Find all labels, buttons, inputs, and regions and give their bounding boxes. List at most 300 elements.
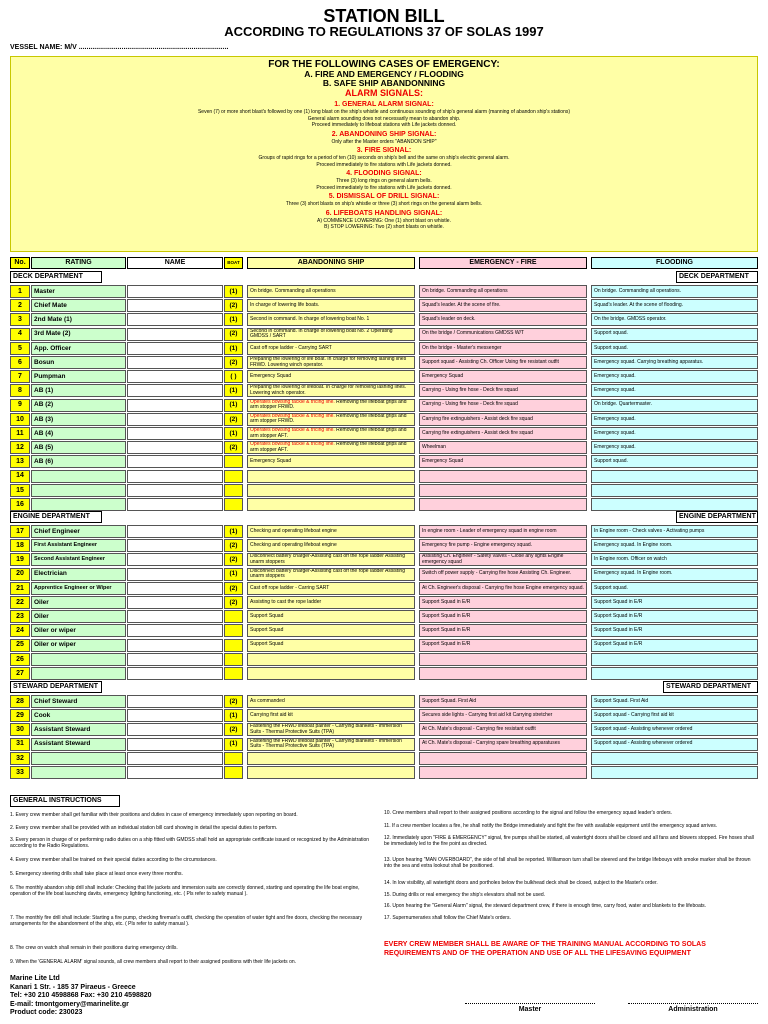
abandoning-duty-text: Removing the lifeboat grips and arm stopper FRWD. (250, 412, 407, 425)
flooding-duty (591, 766, 758, 779)
abandoning-duty-highlight: Operates bowsing tackle & tricing line. (250, 427, 335, 433)
fire-duty: Secures side lights - Carrying first aid kit Carrying stretcher (419, 709, 587, 722)
abandoning-duty: Fastening the FRWD lifeboat painter - Carrying blankets - Immersion Suits - Thermal Protective Suits (TPA) (247, 738, 415, 751)
name-field[interactable] (127, 723, 223, 736)
boat-cell: (2) (224, 413, 243, 426)
row-number: 31 (10, 738, 30, 751)
name-field[interactable] (127, 709, 223, 722)
abandoning-duty: Preparing the lowering of life boat. In charge for removing lashing lines FRWD. Lowering winch operator. (247, 356, 415, 369)
rating-cell: Oiler (31, 610, 126, 623)
rating-cell: AB (2) (31, 399, 126, 412)
rating-cell: Assistant Steward (31, 738, 126, 751)
rating-cell: Oiler or wiper (31, 639, 126, 652)
name-field[interactable] (127, 752, 223, 765)
name-field[interactable] (127, 582, 223, 595)
flooding-duty: Emergency squad. (591, 370, 758, 383)
name-field[interactable] (127, 470, 223, 483)
abandoning-duty: Emergency Squad (247, 370, 415, 383)
row-number: 8 (10, 384, 30, 397)
abandoning-duty: On bridge. Commanding all operations (247, 285, 415, 298)
fire-duty (419, 667, 587, 680)
instruction-item: 8. The crew on watch shall remain in their positions during emergency drills. (10, 945, 178, 951)
page-subtitle: ACCORDING TO REGULATIONS 37 OF SOLAS 1997 (224, 24, 544, 39)
fire-duty: At Ch. Mate's disposal - Carrying fire resistant outfit (419, 723, 587, 736)
boat-cell: (2) (224, 299, 243, 312)
row-number: 26 (10, 653, 30, 666)
emergency-signals-box (10, 56, 758, 252)
abandoning-duty (247, 653, 415, 666)
fire-duty: Support Squad in E/R (419, 639, 587, 652)
boat-cell: (1) (224, 399, 243, 412)
boat-cell (224, 498, 243, 511)
row-number: 18 (10, 539, 30, 552)
name-field[interactable] (127, 370, 223, 383)
instruction-item: 13. Upon hearing "MAN OVERBOARD", the side of fall shall be reported. Williamson turn shall be steered and the bridge lifebouys with smoke marker shall be thrown into the sea and extra lookout shall be positioned. (384, 857, 751, 869)
rating-cell: Cook (31, 709, 126, 722)
page-title: STATION BILL (323, 6, 445, 26)
col-header-name: NAME (127, 257, 223, 269)
abandoning-duty: Cast off rope ladder - Carring SART (247, 582, 415, 595)
name-field[interactable] (127, 667, 223, 680)
fire-duty: Carrying fire extinguishers - Assist deck fire squad (419, 413, 587, 426)
name-field[interactable] (127, 553, 223, 566)
signal-text: Proceed immediately to fire stations with Life jackets donned. (316, 184, 452, 191)
col-header-no: No. (10, 257, 30, 269)
instruction-item: 7. The monthly fire drill shall include: Starting a fire pump, checking fireman's outfit, checking the operation of water tight and fire doors, checking the necessary arrangements for the abandonment of the ship, etc. ( Pls refer to safety manual ). (10, 915, 363, 927)
row-number: 33 (10, 766, 30, 779)
training-warning: EVERY CREW MEMBER SHALL BE AWARE OF THE TRAINING MANUAL ACCORDING TO SOLAS REQUIREMENTS AND OF THE OPERATION AND USE OF ALL THE LIFESAVING EQUIPMENT (384, 941, 706, 957)
abandoning-duty: Emergency Squad (247, 455, 415, 468)
flooding-duty: On the bridge. GMDSS operator. (591, 313, 758, 326)
signal-title: 4. FLOODING SIGNAL: (346, 170, 422, 177)
rating-cell: Apprentice Engineer or Wiper (31, 582, 126, 595)
instruction-item: 15. During drills or real emergency the ship's elevators shall not be used. (384, 892, 546, 898)
flooding-duty (591, 653, 758, 666)
boat-cell (224, 455, 243, 468)
abandoning-duty: Support Squad (247, 639, 415, 652)
rating-cell: 2nd Mate (1) (31, 313, 126, 326)
rating-cell: AB (1) (31, 384, 126, 397)
abandoning-duty-highlight: Operates bowsing tackle & tricing line. (250, 441, 335, 448)
flooding-duty: Support Squad in E/R (591, 596, 758, 609)
abandoning-duty (247, 427, 415, 440)
boat-cell (224, 484, 243, 497)
col-header-flooding: FLOODING (591, 257, 758, 269)
rating-cell (31, 498, 126, 511)
flooding-duty: Support Squad. First Aid (591, 695, 758, 708)
boat-cell: (1) (224, 427, 243, 440)
steward-department-header-right: STEWARD DEPARTMENT (663, 681, 758, 693)
rating-cell: Second Assistant Engineer (31, 553, 126, 566)
signal-title: 2. ABANDONING SHIP SIGNAL: (331, 130, 437, 138)
boat-cell: (2) (224, 596, 243, 609)
flooding-duty: Emergency squad. In Engine room. (591, 539, 758, 552)
flooding-duty: Support squad - Assisting whenever ordered (591, 738, 758, 751)
row-number: 13 (10, 455, 30, 468)
abandoning-duty: Cast off rope ladder - Carrying SART (247, 342, 415, 355)
rating-cell: 3rd Mate (2) (31, 328, 126, 341)
rating-cell (31, 470, 126, 483)
engine-department-header-right: ENGINE DEPARTMENT (676, 511, 758, 523)
rating-cell: AB (3) (31, 413, 126, 426)
col-header-rating: RATING (31, 257, 126, 269)
row-number: 12 (10, 441, 30, 454)
rating-cell (31, 653, 126, 666)
flooding-duty: Emergency squad. (591, 384, 758, 397)
row-number: 28 (10, 695, 30, 708)
emergency-heading: FOR THE FOLLOWING CASES OF EMERGENCY: (268, 59, 500, 70)
abandoning-duty (247, 413, 415, 426)
row-number: 23 (10, 610, 30, 623)
name-field[interactable] (127, 498, 223, 511)
row-number: 15 (10, 484, 30, 497)
general-instructions-title: GENERAL INSTRUCTIONS (10, 795, 120, 807)
row-number: 25 (10, 639, 30, 652)
deck-department-header: DECK DEPARTMENT (10, 271, 102, 283)
abandoning-duty-highlight: Operates bowsing tackle & tricing line. (250, 412, 335, 419)
abandoning-duty (247, 441, 415, 454)
master-signature[interactable] (465, 1003, 595, 1013)
row-number: 3 (10, 313, 30, 326)
emergency-heading-b: B. SAFE SHIP ABANDONNING (322, 78, 446, 88)
abandoning-duty-text: Removing the lifeboat grips and arm stopper AFT. (250, 441, 407, 453)
boat-cell: (2) (224, 539, 243, 552)
abandoning-duty: Disconnect battery charger-Assisting cast off the rope ladder Assisting unarm stoppers (247, 568, 415, 581)
col-header-boat: BOAT (224, 257, 243, 269)
rating-cell: First Assistant Engineer (31, 539, 126, 552)
boat-cell: (1) (224, 738, 243, 751)
signal-title: 5. DISMISSAL OF DRILL SIGNAL: (328, 193, 440, 200)
signal-title: 6. LIFEBOATS HANDLING SIGNAL: (325, 209, 443, 217)
boat-cell (224, 470, 243, 483)
boat-cell: (1) (224, 285, 243, 298)
name-field[interactable] (127, 695, 223, 708)
abandoning-duty-text: Removing the lifeboat grips and arm stopper AFT. (250, 427, 407, 439)
flooding-duty: Support squad. (591, 582, 758, 595)
boat-cell: (1) (224, 342, 243, 355)
row-number: 1 (10, 285, 30, 298)
fire-duty: At Ch. Engineer's disposal - Carrying fire hose Engine emergency squad. (419, 582, 587, 595)
name-field[interactable] (127, 356, 223, 369)
name-field[interactable] (127, 299, 223, 312)
flooding-duty: Emergency squad. (591, 427, 758, 440)
boat-cell: (2) (224, 695, 243, 708)
signal-title: 1. GENERAL ALARM SIGNAL: (334, 101, 434, 108)
boat-cell: (1) (224, 709, 243, 722)
instruction-item: 17. Supernumeraries shall follow the Chief Mate's orders. (384, 915, 511, 921)
signal-text: Proceed immediately to fire stations with Life jackets donned. (316, 161, 452, 168)
flooding-duty (591, 752, 758, 765)
abandoning-duty: As commanded (247, 695, 415, 708)
engine-department-header: ENGINE DEPARTMENT (10, 511, 102, 523)
flooding-duty: Support squad. (591, 455, 758, 468)
abandoning-duty (247, 667, 415, 680)
abandoning-duty: Checking and operating lifeboat engine (247, 539, 415, 552)
abandoning-duty: Second in command. In charge of lowering boat No. 2 Operating GMDSS / SART (247, 328, 415, 341)
abandoning-duty: Support Squad (247, 624, 415, 637)
rating-cell (31, 752, 126, 765)
flooding-duty (591, 667, 758, 680)
instruction-item: 6. The monthly abandon ship drill shall include: Checking that life jackets and immersion suits are correctly donned, starting and operating the life boat engine, operation of the life boat launching davits, emergency lighting functioning, etc. ( Pls refer to safety manual ). (10, 885, 360, 897)
fire-duty: Emergency Squad (419, 370, 587, 383)
name-field[interactable] (127, 639, 223, 652)
row-number: 21 (10, 582, 30, 595)
name-field[interactable] (127, 399, 223, 412)
fire-duty: Wheelman (419, 441, 587, 454)
name-field[interactable] (127, 328, 223, 341)
fire-duty (419, 766, 587, 779)
rating-cell: Bosun (31, 356, 126, 369)
row-number: 9 (10, 399, 30, 412)
flooding-duty: Emergency squad. (591, 441, 758, 454)
flooding-duty: Support Squad in E/R (591, 624, 758, 637)
signal-text: B) STOP LOWERING: Two (2) short blasts on whistle. (324, 224, 444, 230)
fire-duty (419, 498, 587, 511)
row-number: 7 (10, 370, 30, 383)
instruction-item: 11. If a crew member locates a fire, he shall notify the Bridge immediately and fight the fire with available equipment until the emergency squad arrives. (384, 823, 718, 829)
signal-text: Only after the Master orders "ABANDON SHIP" (331, 138, 437, 145)
col-header-fire: EMERGENCY - FIRE (419, 257, 587, 269)
rating-cell: Chief Engineer (31, 525, 126, 538)
fire-duty: Assisting Ch. Engineer - Safety valves - Close any lights Engine emergency squad (419, 553, 587, 566)
abandoning-duty: Support Squad (247, 610, 415, 623)
instruction-item: 2. Every crew member shall be provided with an individual station bill card showing in detail the special duties to perform. (10, 825, 278, 831)
administration-signature-label: Administration (668, 1006, 718, 1013)
boat-cell (224, 653, 243, 666)
boat-cell (224, 639, 243, 652)
company-name: Marine Lite Ltd (10, 975, 60, 982)
company-info (10, 975, 152, 1018)
fire-duty: Support Squad in E/R (419, 596, 587, 609)
fire-duty (419, 470, 587, 483)
abandoning-duty: Checking and operating lifeboat engine (247, 525, 415, 538)
signal-title: 3. FIRE SIGNAL: (356, 147, 412, 154)
abandoning-duty: Assisting to cast the rope ladder (247, 596, 415, 609)
company-address: Kanari 1 Str. - 185 37 Piraeus - Greece (10, 983, 136, 991)
fire-duty: Support squad - Assisting Ch. Officer Using fire resistant outfit (419, 356, 587, 369)
signal-text: General alarm sounding does not necessarily mean to abandon ship. (307, 115, 461, 122)
flooding-duty: Support squad. (591, 328, 758, 341)
abandoning-duty: Second in command. In charge of lowering boat No. 1 (247, 313, 415, 326)
boat-cell: (1) (224, 525, 243, 538)
fire-duty: Switch off power supply - Carrying fire hose Assisting Ch. Engineer. (419, 568, 587, 581)
vessel-name-field[interactable]: VESSEL NAME: M/V ............................................................................. (10, 44, 229, 51)
name-field[interactable] (127, 738, 223, 751)
boat-cell: (2) (224, 723, 243, 736)
rating-cell: Electrician (31, 568, 126, 581)
instruction-item: 16. Upon hearing the "General Alarm" signal, the steward department crew, if there is enough time, carry food, water and blankets to the lifeboats. (384, 903, 707, 909)
name-field[interactable] (127, 441, 223, 454)
abandoning-duty: Carrying first aid kit (247, 709, 415, 722)
row-number: 27 (10, 667, 30, 680)
name-field[interactable] (127, 624, 223, 637)
name-field[interactable] (127, 525, 223, 538)
flooding-duty (591, 484, 758, 497)
fire-duty: Squad's leader. At the scene of fire. (419, 299, 587, 312)
name-field[interactable] (127, 342, 223, 355)
row-number: 19 (10, 553, 30, 566)
instruction-item: 14. In low visibility, all watertight doors and portholes below the bulkhead deck shall be closed, subject to the Master's order. (384, 880, 658, 886)
name-field[interactable] (127, 285, 223, 298)
company-phone: Tel: +30 210 4598868 Fax: +30 210 4598820 (10, 992, 152, 999)
name-field[interactable] (127, 384, 223, 397)
col-header-abandoning: ABANDONING SHIP (247, 257, 415, 269)
row-number: 29 (10, 709, 30, 722)
rating-cell: Oiler (31, 596, 126, 609)
name-field[interactable] (127, 413, 223, 426)
boat-cell (224, 610, 243, 623)
boat-cell: (2) (224, 553, 243, 566)
fire-duty (419, 484, 587, 497)
fire-duty: Emergency Squad (419, 455, 587, 468)
row-number: 20 (10, 568, 30, 581)
boat-cell (224, 667, 243, 680)
deck-department-header-right: DECK DEPARTMENT (676, 271, 758, 283)
name-field[interactable] (127, 484, 223, 497)
rating-cell: AB (5) (31, 441, 126, 454)
name-field[interactable] (127, 610, 223, 623)
flooding-duty: On bridge. Commanding all operations. (591, 285, 758, 298)
name-field[interactable] (127, 653, 223, 666)
abandoning-duty: Disconnect battery charger-Assisting cast off the rope ladder Assisting unarm stoppers (247, 553, 415, 566)
abandoning-duty: In charge of lowering life boats. (247, 299, 415, 312)
fire-duty: On the bridge / Communications GMDSS W/T (419, 328, 587, 341)
instruction-item: 10. Crew members shall report to their assigned positions according to the signal and follow the emergency squad leader's orders. (384, 810, 673, 816)
flooding-duty: Support squad - Assisting whenever ordered (591, 723, 758, 736)
emergency-heading-a: A. FIRE AND EMERGENCY / FLOODING (304, 69, 464, 79)
abandoning-duty: Fastening the FRWD lifeboat painter - Carrying blankets - Immersion Suits - Thermal Protective Suits (TPA) (247, 723, 415, 736)
boat-cell: (1) (224, 568, 243, 581)
flooding-duty: Support Squad in E/R (591, 639, 758, 652)
flooding-duty: Support squad. (591, 342, 758, 355)
fire-duty: Support Squad. First Aid (419, 695, 587, 708)
abandoning-duty-text: Removing the lifeboat grips and arm stopper FRWD. (250, 398, 407, 411)
flooding-duty (591, 498, 758, 511)
abandoning-duty-highlight: Operates bowsing tackle & tricing line. (250, 398, 335, 405)
row-number: 4 (10, 328, 30, 341)
abandoning-duty (247, 498, 415, 511)
rating-cell (31, 484, 126, 497)
rating-cell: Chief Steward (31, 695, 126, 708)
row-number: 11 (10, 427, 30, 440)
signal-text: Three (3) short blasts on ship's whistle or three (3) short rings on the general alarm bells. (285, 201, 483, 207)
boat-cell: (2) (224, 328, 243, 341)
row-number: 10 (10, 413, 30, 426)
name-field[interactable] (127, 539, 223, 552)
signal-text: Proceed immediately to lifeboat stations with Life jackets donned. (311, 122, 457, 128)
instruction-item: 9. When the 'GENERAL ALARM' signal sounds, all crew members shall report to their assigned positions with their life jackets on. (10, 959, 297, 965)
row-number: 24 (10, 624, 30, 637)
row-number: 32 (10, 752, 30, 765)
fire-duty: Carrying - Using fire hose - Deck fire squad (419, 399, 587, 412)
fire-duty: Support Squad in E/R (419, 610, 587, 623)
flooding-duty: On bridge. Quartermaster. (591, 399, 758, 412)
boat-cell: (1) (224, 313, 243, 326)
steward-department-header: STEWARD DEPARTMENT (10, 681, 102, 693)
flooding-duty (591, 470, 758, 483)
name-field[interactable] (127, 766, 223, 779)
abandoning-duty (247, 470, 415, 483)
signal-text: Three (3) long rings on general alarm bells. (336, 178, 432, 184)
flooding-duty: Squad's leader. At the scene of flooding. (591, 299, 758, 312)
row-number: 6 (10, 356, 30, 369)
row-number: 30 (10, 723, 30, 736)
boat-cell (224, 752, 243, 765)
flooding-duty: In Engine room - Check valves - Activating pumps (591, 525, 758, 538)
abandoning-duty (247, 766, 415, 779)
rating-cell: Master (31, 285, 126, 298)
fire-duty: Carrying fire extinguishers - Assist deck fire squad (419, 427, 587, 440)
fire-duty: On bridge. Commanding all operations (419, 285, 587, 298)
administration-signature[interactable] (628, 1003, 758, 1013)
boat-cell: ( ) (224, 370, 243, 383)
rating-cell: App. Officer (31, 342, 126, 355)
rating-cell: Oiler or wiper (31, 624, 126, 637)
boat-cell (224, 766, 243, 779)
name-field[interactable] (127, 596, 223, 609)
row-number: 22 (10, 596, 30, 609)
name-field[interactable] (127, 313, 223, 326)
fire-duty: On the bridge - Master's messenger (419, 342, 587, 355)
flooding-duty: Emergency squad. Carrying breathing apparatus. (591, 356, 758, 369)
signal-text: A) COMMENCE LOWERING: One (1) short blast on whistle. (317, 217, 451, 224)
fire-duty: In engine room - Leader of emergency squad in engine room (419, 525, 587, 538)
boat-cell: (2) (224, 441, 243, 454)
row-number: 16 (10, 498, 30, 511)
flooding-duty: In Engine room. Officer on watch (591, 553, 758, 566)
abandoning-duty (247, 399, 415, 412)
boat-cell: (2) (224, 582, 243, 595)
signal-text: Seven (7) or more short blast's followed by one (1) long blast on the ship's whistle and continuous sounding of ship's general alarm (manning of abandon ship's stations) (197, 109, 571, 115)
rating-cell: Assistant Steward (31, 723, 126, 736)
rating-cell: AB (6) (31, 455, 126, 468)
name-field[interactable] (127, 455, 223, 468)
rating-cell: Pumpman (31, 370, 126, 383)
flooding-duty: Support Squad in E/R (591, 610, 758, 623)
row-number: 2 (10, 299, 30, 312)
fire-duty: Carrying - Using fire hose - Deck fire squad (419, 384, 587, 397)
name-field[interactable] (127, 427, 223, 440)
fire-duty: At Ch. Mate's disposal - Carrying spare breathing apparatuses (419, 738, 587, 751)
name-field[interactable] (127, 568, 223, 581)
instruction-item: 1. Every crew member shall get familiar with their positions and duties in case of emergency immediately upon reporting on board. (10, 812, 298, 818)
rating-cell: AB (4) (31, 427, 126, 440)
instruction-item: 12. Immediately upon "FIRE & EMERGENCY" signal, fire pumps shall be started, all watertight doors shall be closed and all fans and blowers stopped. Fire hoses shall be immediately led to the fire point as directed. (384, 835, 754, 847)
rating-cell (31, 766, 126, 779)
row-number: 5 (10, 342, 30, 355)
boat-cell: (2) (224, 356, 243, 369)
flooding-duty: Emergency squad. (591, 413, 758, 426)
abandoning-duty (247, 484, 415, 497)
flooding-duty: Support squad - Carrying first aid kit (591, 709, 758, 722)
master-signature-label: Master (518, 1006, 542, 1013)
boat-cell (224, 624, 243, 637)
fire-duty (419, 752, 587, 765)
product-code: Product code: 230023 (10, 1009, 83, 1016)
instruction-item: 3. Every person in charge of or performing radio duties on a ship fitted with GMDSS shall hold an appropriate certificate issued or recognized by the Administration according to the Radio Regulations. (10, 837, 370, 849)
fire-duty (419, 653, 587, 666)
fire-duty: Support Squad in E/R (419, 624, 587, 637)
flooding-duty: Emergency squad. In Engine room. (591, 568, 758, 581)
company-email: E-mail: tmontgomery@marinelite.gr (10, 1000, 129, 1008)
fire-duty: Emergency fire pump - Engine emergency squad. (419, 539, 587, 552)
row-number: 17 (10, 525, 30, 538)
abandoning-duty (247, 752, 415, 765)
rating-cell (31, 667, 126, 680)
instruction-item: 5. Emergency steering drills shall take place at least once every three months. (10, 871, 183, 877)
fire-duty: Squad's leader on deck. (419, 313, 587, 326)
alarm-signals-title: ALARM SIGNALS: (345, 88, 423, 98)
